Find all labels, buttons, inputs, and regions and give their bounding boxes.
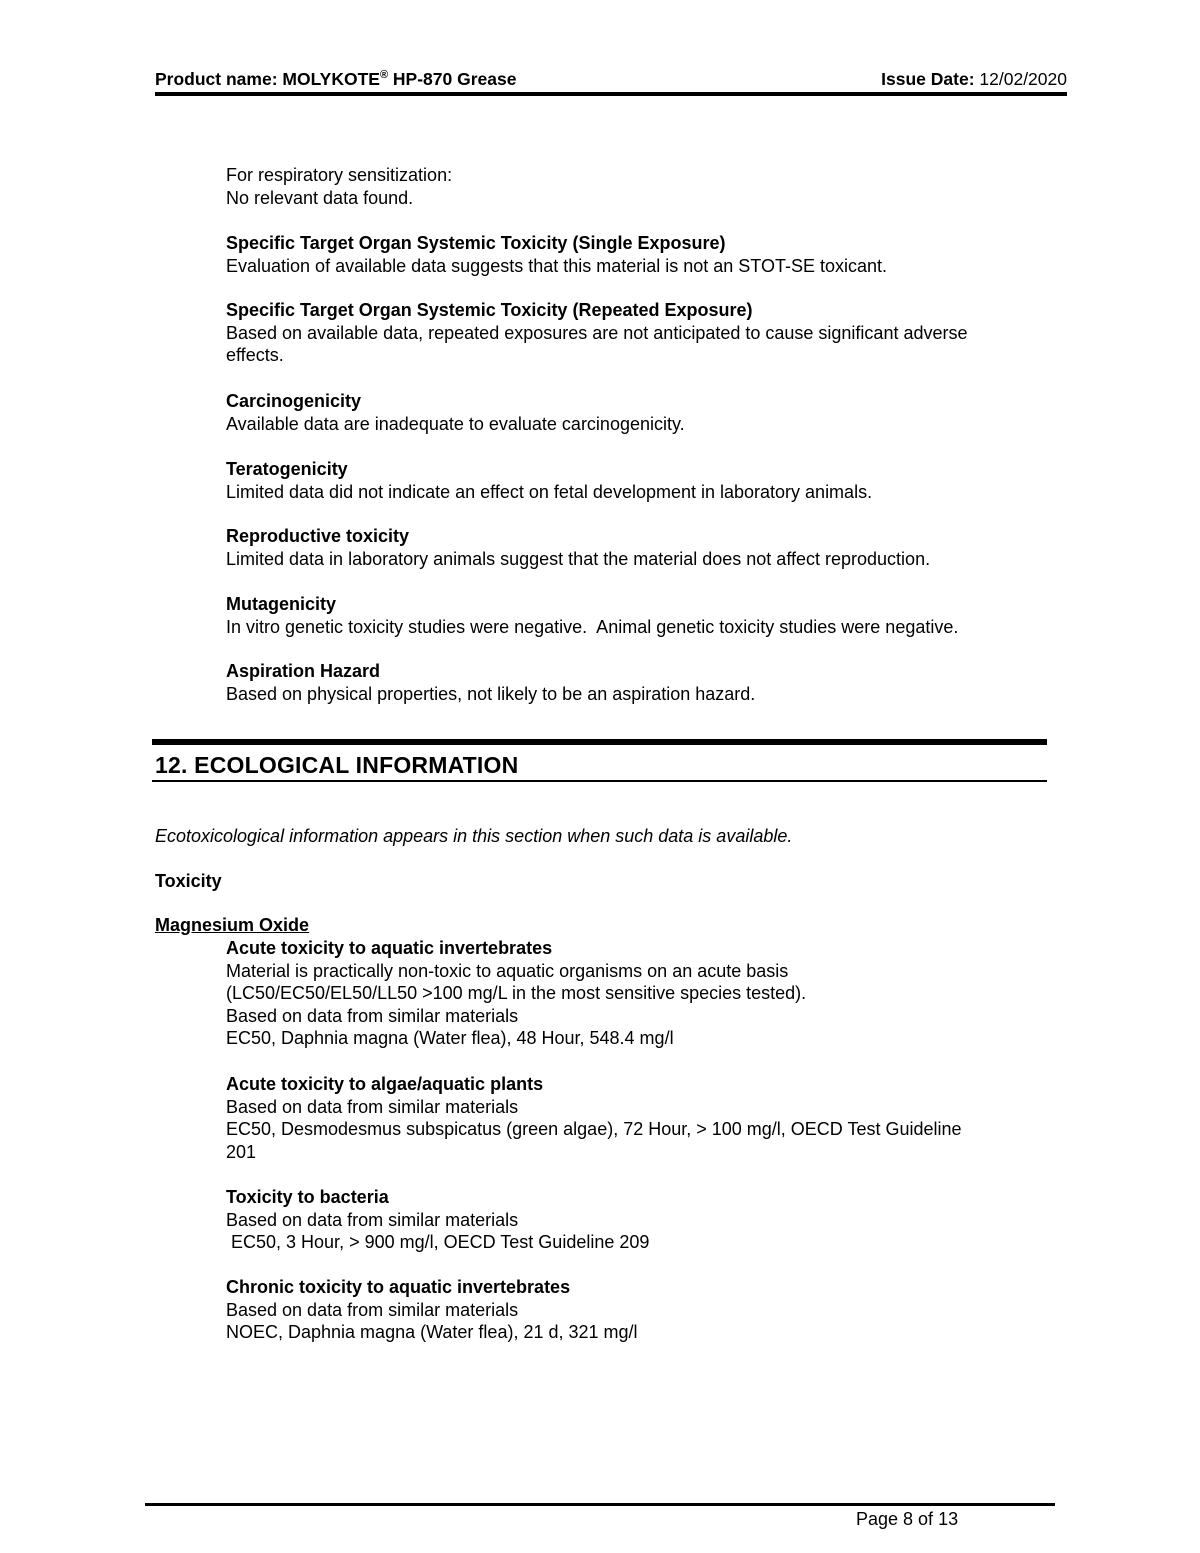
respiratory-sensitization-block — [226, 164, 452, 209]
page-number: Page 8 of 13 — [856, 1509, 959, 1529]
block-line: Based on available data, repeated exposures are not anticipated to cause significant adverse — [226, 322, 968, 343]
block-line: EC50, 3 Hour, > 900 mg/l, OECD Test Guideline 209 — [226, 1232, 650, 1253]
block-title: Specific Target Organ Systemic Toxicity (Repeated Exposure) — [226, 300, 753, 320]
block-title: Mutagenicity — [226, 594, 337, 614]
aspiration-hazard-block — [226, 660, 755, 705]
block-line: EC50, Daphnia magna (Water flea), 48 Hour, 548.4 mg/l — [226, 1028, 674, 1049]
product-name-rest: HP-870 Grease — [388, 69, 517, 89]
stot-single-block — [226, 232, 887, 277]
block-line: In vitro genetic toxicity studies were negative. Animal genetic toxicity studies were negative. — [226, 616, 959, 637]
stot-repeated-block — [226, 299, 968, 367]
issue-date-value: 12/02/2020 — [979, 69, 1067, 89]
acute-algae-block — [226, 1073, 962, 1163]
acute-invertebrates-block — [226, 937, 806, 1050]
carcinogenicity-block — [226, 390, 685, 435]
block-line: Based on data from similar materials — [226, 1005, 519, 1026]
block-title: Specific Target Organ Systemic Toxicity (Single Exposure) — [226, 233, 726, 253]
footer-divider — [145, 1503, 1055, 1506]
issue-date — [881, 69, 1067, 90]
product-name — [155, 69, 516, 90]
section-title: 12. ECOLOGICAL INFORMATION — [155, 752, 519, 778]
block-line: No relevant data found. — [226, 187, 414, 208]
block-line: Based on data from similar materials — [226, 1299, 519, 1320]
block-line: Material is practically non-toxic to aquatic organisms on an acute basis — [226, 960, 789, 981]
block-line: EC50, Desmodesmus subspicatus (green algae), 72 Hour, > 100 mg/l, OECD Test Guideline — [226, 1119, 962, 1140]
section-divider-thin — [152, 780, 1047, 782]
block-line: Available data are inadequate to evaluate carcinogenicity. — [226, 413, 685, 434]
block-title: Teratogenicity — [226, 459, 348, 479]
reproductive-toxicity-block — [226, 525, 930, 570]
block-line: Based on data from similar materials — [226, 1096, 519, 1117]
section-note: Ecotoxicological information appears in this section when such data is available. — [155, 826, 793, 846]
block-line: Based on physical properties, not likely to be an aspiration hazard. — [226, 683, 756, 704]
block-title: Chronic toxicity to aquatic invertebrates — [226, 1277, 571, 1297]
bacteria-toxicity-block — [226, 1186, 649, 1254]
block-line: effects. — [226, 345, 284, 366]
mutagenicity-block — [226, 593, 958, 638]
block-line: (LC50/EC50/EL50/LL50 >100 mg/L in the most sensitive species tested). — [226, 983, 807, 1004]
product-label: Product name: MOLYKOTE — [155, 69, 380, 89]
substance-heading: Magnesium Oxide — [155, 915, 310, 935]
block-line: For respiratory sensitization: — [226, 165, 453, 185]
block-line: Limited data did not indicate an effect on fetal development in laboratory animals. — [226, 481, 873, 502]
toxicity-heading: Toxicity — [155, 871, 222, 891]
block-line: Evaluation of available data suggests that this material is not an STOT-SE toxicant. — [226, 255, 888, 276]
header-divider — [155, 92, 1067, 96]
teratogenicity-block — [226, 458, 872, 503]
block-title: Reproductive toxicity — [226, 526, 410, 546]
chronic-invertebrates-block — [226, 1276, 638, 1344]
block-title: Carcinogenicity — [226, 391, 362, 411]
block-title: Toxicity to bacteria — [226, 1187, 389, 1207]
section-divider-thick — [152, 739, 1047, 745]
issue-date-label: Issue Date: — [881, 69, 975, 89]
block-line: 201 — [226, 1141, 257, 1162]
block-line: NOEC, Daphnia magna (Water flea), 21 d, 321 mg/l — [226, 1322, 638, 1343]
block-title: Aspiration Hazard — [226, 661, 381, 681]
block-line: Limited data in laboratory animals suggest that the material does not affect reproduction. — [226, 548, 931, 569]
block-line: Based on data from similar materials — [226, 1209, 519, 1230]
block-title: Acute toxicity to algae/aquatic plants — [226, 1074, 544, 1094]
block-title: Acute toxicity to aquatic invertebrates — [226, 938, 553, 958]
registered-mark: ® — [379, 69, 389, 82]
